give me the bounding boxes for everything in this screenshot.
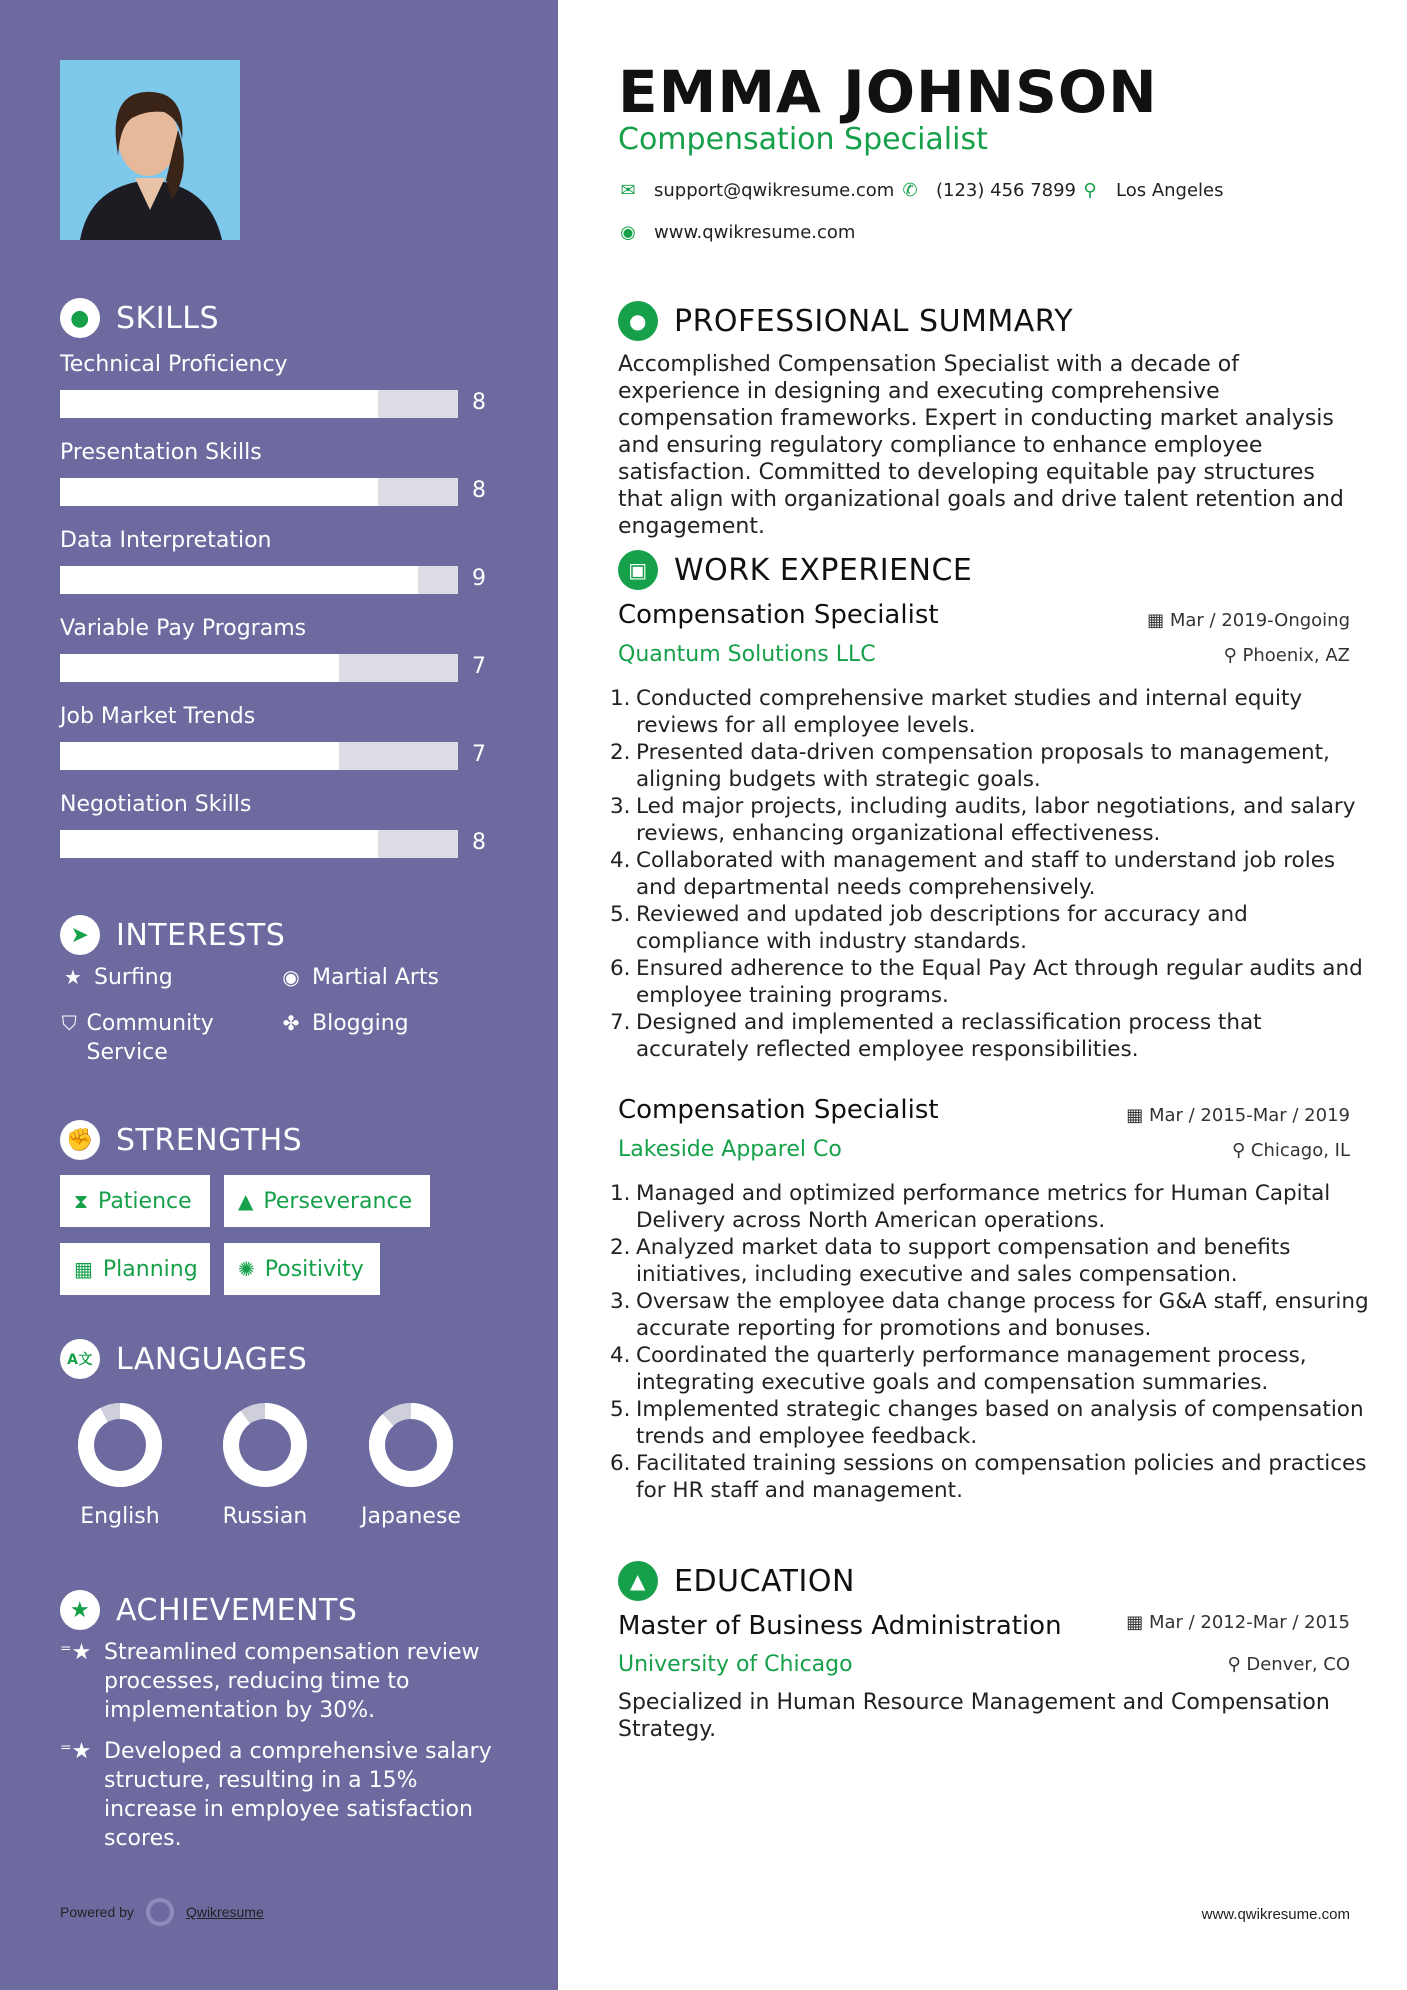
bullet-text: Oversaw the employee data change process for G&A staff, ensuring accurate reporting for promotions and bonuses. — [636, 1289, 1369, 1341]
calendar-icon: ▦ — [1126, 1612, 1149, 1633]
edu-dates: ▦ Mar / 2012-Mar / 2015 — [1126, 1612, 1350, 1633]
bullet-number: 3. — [610, 1289, 631, 1314]
bullet-item — [610, 793, 1370, 847]
bullet-text: Presented data-driven compensation proposals to management, aligning budgets with strategic goals. — [636, 740, 1330, 792]
language-ring — [220, 1400, 310, 1490]
skill-bar-fill — [60, 566, 418, 594]
bullet-text: Implemented strategic changes based on analysis of compensation trends and employee feedback. — [636, 1397, 1364, 1449]
shooting-star-icon: ⁼★ — [60, 1640, 92, 1665]
footer-url[interactable]: www.qwikresume.com — [1201, 1906, 1350, 1923]
skill-name: Negotiation Skills — [60, 792, 252, 817]
skill-item — [60, 528, 500, 591]
edu-text: Specialized in Human Resource Management and Compensation Strategy. — [618, 1690, 1330, 1742]
skill-bar-fill — [60, 830, 378, 858]
language-item — [55, 1400, 185, 1529]
fist-icon: ✊ — [60, 1120, 100, 1160]
summary-heading: ● PROFESSIONAL SUMMARY — [618, 301, 1073, 341]
language-name: English — [80, 1504, 160, 1529]
skill-item — [60, 352, 500, 415]
bullet-text: Ensured adherence to the Equal Pay Act through regular audits and employee training programs. — [636, 956, 1363, 1008]
achievements-heading: ★ ACHIEVEMENTS — [60, 1590, 357, 1630]
pin-icon: ⚲ — [1223, 645, 1243, 666]
skill-value: 8 — [472, 390, 486, 415]
job-dates: ▦ Mar / 2015-Mar / 2019 — [1126, 1105, 1350, 1126]
bullet-number: 7. — [610, 1010, 631, 1035]
award-star-icon: ★ — [60, 1590, 100, 1630]
sun-icon: ✺ — [238, 1257, 255, 1281]
language-icon: A文 — [60, 1339, 100, 1379]
skill-item — [60, 440, 500, 503]
bullet-text: Facilitated training sessions on compensation policies and practices for HR staff and management. — [636, 1451, 1367, 1503]
bullet-text: Coordinated the quarterly performance management process, integrating executive goals and compensation summaries. — [636, 1343, 1307, 1395]
summary-text: Accomplished Compensation Specialist with a decade of experience in designing and executing comprehensive compensation frameworks. Expert in conducting market analysis and ensuring regulatory compliance to enhance employee satisfaction. Committed to developing equitable pay structures that align with organizational goals and drive talent retention and engagement. — [618, 352, 1344, 539]
language-name: Russian — [222, 1504, 308, 1529]
bullet-text: Collaborated with management and staff to understand job roles and departmental needs comprehensively. — [636, 848, 1336, 900]
bullet-number: 5. — [610, 902, 631, 927]
job-location: ⚲ Chicago, IL — [1231, 1140, 1350, 1161]
contact-email[interactable]: ✉ support@qwikresume.com — [618, 180, 894, 201]
job-company: Quantum Solutions LLC — [618, 642, 876, 667]
language-item — [346, 1400, 476, 1529]
skill-bar — [60, 742, 458, 770]
road-icon: ▲ — [238, 1189, 254, 1213]
bullet-item — [610, 901, 1370, 955]
language-ring — [75, 1400, 165, 1490]
edu-location: ⚲ Denver, CO — [1227, 1654, 1350, 1675]
bullet-item — [610, 955, 1370, 1009]
job-bullets — [610, 1180, 1370, 1504]
skill-bar-fill — [60, 478, 378, 506]
globe-icon: ◉ — [282, 965, 300, 989]
bullet-text: Designed and implemented a reclassification process that accurately reflected employee responsibilities. — [636, 1010, 1262, 1062]
skill-item — [60, 616, 500, 679]
bullet-text: Analyzed market data to support compensation and benefits initiatives, including executive and sales compensation. — [636, 1235, 1291, 1287]
bullet-number: 6. — [610, 956, 631, 981]
skill-bar — [60, 830, 458, 858]
bullet-item — [610, 1288, 1370, 1342]
job-title: Compensation Specialist — [618, 600, 939, 630]
job-company: Lakeside Apparel Co — [618, 1137, 842, 1162]
edu-degree: Master of Business Administration — [618, 1611, 1062, 1641]
strengths-heading: ✊ STRENGTHS — [60, 1120, 302, 1160]
bullet-number: 5. — [610, 1397, 631, 1422]
interest-item: ★ Surfing — [60, 965, 173, 990]
pin-icon: ⚲ — [1231, 1140, 1251, 1161]
phone-icon: ✆ — [902, 180, 918, 201]
skill-value: 8 — [472, 830, 486, 855]
calendar-icon: ▦ — [1126, 1105, 1149, 1126]
hourglass-icon: ⧗ — [74, 1189, 89, 1213]
achievement-item: ⁼★ Streamlined compensation review processes, reducing time to implementation by 30%. — [60, 1640, 480, 1723]
bullet-number: 2. — [610, 740, 631, 765]
strength-badge: ▦ Planning — [60, 1243, 210, 1295]
bullet-number: 4. — [610, 848, 631, 873]
skill-item — [60, 704, 500, 767]
bullet-item — [610, 1342, 1370, 1396]
bullet-text: Reviewed and updated job descriptions for accuracy and compliance with industry standards. — [636, 902, 1248, 954]
bullet-item — [610, 1180, 1370, 1234]
skill-bar — [60, 654, 458, 682]
briefcase-icon: ▣ — [618, 550, 658, 590]
pin-icon: ⚲ — [1227, 1654, 1247, 1675]
calendar-icon: ▦ — [1147, 610, 1170, 631]
bullet-item — [610, 1396, 1370, 1450]
globe-icon: ◉ — [620, 222, 636, 243]
interest-item: ✤ Blogging — [278, 1011, 409, 1036]
skill-name: Presentation Skills — [60, 440, 262, 465]
skill-bar-fill — [60, 654, 339, 682]
avatar — [60, 60, 240, 240]
skill-bar — [60, 390, 458, 418]
contact-website[interactable]: ◉ www.qwikresume.com — [618, 222, 855, 243]
bullet-item — [610, 1450, 1370, 1504]
language-item — [200, 1400, 330, 1529]
skill-bar-fill — [60, 390, 378, 418]
main-content — [558, 0, 1407, 1990]
edu-school: University of Chicago — [618, 1652, 853, 1677]
bullet-text: Conducted comprehensive market studies and internal equity reviews for all employee levels. — [636, 686, 1303, 738]
bullet-number: 3. — [610, 794, 631, 819]
bullet-item — [610, 1009, 1370, 1063]
bullet-number: 2. — [610, 1235, 631, 1260]
users-icon: ✤ — [282, 1011, 300, 1035]
bullet-number: 1. — [610, 686, 631, 711]
graduation-icon: ▲ — [618, 1561, 658, 1601]
lightbulb-icon: ● — [60, 298, 100, 338]
contact-phone[interactable]: ✆ (123) 456 7899 — [900, 180, 1076, 201]
star-icon: ★ — [64, 965, 82, 989]
bullet-number: 4. — [610, 1343, 631, 1368]
education-heading: ▲ EDUCATION — [618, 1561, 855, 1601]
strength-badge: ⧗ Patience — [60, 1175, 210, 1227]
paper-plane-icon: ➤ — [60, 915, 100, 955]
map-pin-icon: ⚲ — [1083, 180, 1097, 201]
contact-location: ⚲ Los Angeles — [1080, 180, 1224, 201]
bullet-text: Led major projects, including audits, labor negotiations, and salary reviews, enhancing organizational effectiveness. — [636, 794, 1356, 846]
bullet-item — [610, 685, 1370, 739]
envelope-icon: ✉ — [620, 180, 636, 201]
strength-badge: ▲ Perseverance — [224, 1175, 430, 1227]
interest-item: ⛉ Community Service — [61, 1011, 214, 1065]
bullet-number: 1. — [610, 1181, 631, 1206]
skill-value: 7 — [472, 742, 486, 767]
interests-heading: ➤ INTERESTS — [60, 915, 285, 955]
job-dates: ▦ Mar / 2019-Ongoing — [1147, 610, 1350, 631]
languages-heading: A文 LANGUAGES — [60, 1339, 307, 1379]
strength-badge: ✺ Positivity — [224, 1243, 380, 1295]
interest-item: ◉ Martial Arts — [278, 965, 439, 990]
achievement-item: ⁼★ Developed a comprehensive salary structure, resulting in a 15% increase in employee satisfaction scores. — [60, 1739, 492, 1851]
skill-value: 7 — [472, 654, 486, 679]
sidebar — [0, 0, 558, 1990]
shooting-star-icon: ⁼★ — [60, 1739, 92, 1764]
skill-bar-fill — [60, 742, 339, 770]
powered-by: Powered by Qwikresume — [60, 1898, 264, 1926]
bullet-text: Managed and optimized performance metrics for Human Capital Delivery across North American operations. — [636, 1181, 1331, 1233]
skill-bar — [60, 566, 458, 594]
job-bullets — [610, 685, 1370, 1063]
skill-name: Variable Pay Programs — [60, 616, 307, 641]
bullet-item — [610, 847, 1370, 901]
user-icon: ● — [618, 301, 658, 341]
language-ring — [366, 1400, 456, 1490]
shield-icon: ⛉ — [61, 1011, 77, 1035]
bullet-item — [610, 1234, 1370, 1288]
skill-value: 9 — [472, 566, 486, 591]
calendar-icon: ▦ — [74, 1257, 93, 1281]
skill-name: Data Interpretation — [60, 528, 272, 553]
skill-value: 8 — [472, 478, 486, 503]
job-location: ⚲ Phoenix, AZ — [1223, 645, 1350, 666]
bullet-number: 6. — [610, 1451, 631, 1476]
job-title: Compensation Specialist — [618, 1095, 939, 1125]
bullet-item — [610, 739, 1370, 793]
person-role: Compensation Specialist — [618, 122, 988, 157]
skill-name: Job Market Trends — [60, 704, 256, 729]
language-name: Japanese — [361, 1504, 461, 1529]
person-name: EMMA JOHNSON — [618, 58, 1158, 126]
skill-item — [60, 792, 500, 855]
skill-bar — [60, 478, 458, 506]
qwikresume-link[interactable]: Qwikresume — [185, 1904, 264, 1920]
profile-photo — [60, 60, 240, 240]
qwikresume-logo-icon — [146, 1898, 174, 1926]
skills-heading: ● SKILLS — [60, 298, 219, 338]
experience-heading: ▣ WORK EXPERIENCE — [618, 550, 972, 590]
skill-name: Technical Proficiency — [60, 352, 288, 377]
